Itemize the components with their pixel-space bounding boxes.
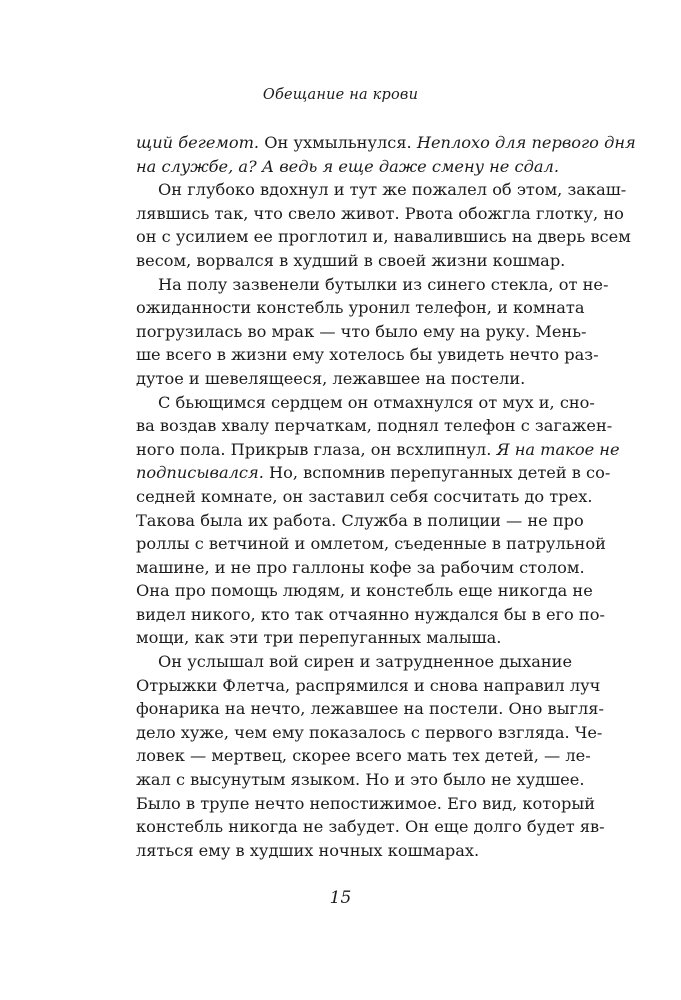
text-line <box>136 131 636 155</box>
paragraph-first-line <box>136 273 609 297</box>
text-run: ва воздав хвалу перчаткам, поднял телефон с загажен- <box>136 416 613 436</box>
text-line <box>136 249 566 273</box>
body-text <box>136 131 636 862</box>
text-run: Такова была их работа. Служба в полиции — не про <box>136 510 584 530</box>
text-run: мощи, как эти три перепуганных малыша. <box>136 628 502 648</box>
text-line <box>136 532 606 556</box>
text-run: машине, и не про галлоны кофе за рабочим столом. <box>136 557 585 577</box>
text-line <box>136 697 604 721</box>
text-run: ловек — мертвец, скорее всего мать тех детей, — ле- <box>136 746 591 766</box>
text-run: ше всего в жизни ему хотелось бы увидеть нечто раз- <box>136 345 599 365</box>
text-line <box>136 343 599 367</box>
text-run: Но, вспомнив перепуганных детей в со- <box>263 463 611 483</box>
paragraph-first-line <box>136 391 595 415</box>
text-line <box>136 768 585 792</box>
italic-text: на службе, а? А ведь я еще даже смену не сдал. <box>136 156 559 176</box>
text-run: Было в трупе нечто непостижимое. Его вид, который <box>136 793 596 813</box>
text-line <box>136 367 558 391</box>
text-run: дело хуже, чем ему показалось с первого взгляда. Че- <box>136 722 603 742</box>
page-number: 15 <box>329 888 352 908</box>
text-line <box>136 202 624 226</box>
paragraph-first-line <box>136 650 573 674</box>
text-run: он с усилием ее проглотил и, навалившись на дверь всем <box>136 227 631 247</box>
paragraph-first-line <box>136 178 627 202</box>
text-run: ожиданности констебль уронил телефон, и комната <box>136 298 585 318</box>
text-run: Он ухмыльнулся. <box>259 133 417 152</box>
text-run: роллы с ветчиной и омлетом, съеденные в патрульной <box>136 534 606 554</box>
text-run: Он глубоко вдохнул и тут же пожалел об этом, закаш- <box>158 180 627 200</box>
text-line <box>136 792 596 816</box>
text-run: ного пола. Прикрыв глаза, он всхлипнул. <box>136 439 497 459</box>
text-run: седней комнате, он заставил себя сосчитать до трех. <box>136 486 593 506</box>
text-run: видел никого, кто так отчаянно нуждался бы в его по- <box>136 604 605 624</box>
text-line <box>136 626 558 650</box>
text-run: Отрыжки Флетча, распрямился и снова направил луч <box>136 675 601 695</box>
text-line <box>136 815 605 839</box>
text-run: лявшись так, что свело живот. Рвота обожгла глотку, но <box>136 203 624 223</box>
text-run: На полу зазвенели бутылки из синего стекла, от не- <box>158 274 609 294</box>
text-run: дутое и шевелящееся, лежавшее на постели. <box>136 368 526 388</box>
text-line <box>136 744 591 768</box>
italic-text: Я на такое не <box>496 439 620 459</box>
text-line <box>136 414 613 438</box>
text-line <box>136 556 585 580</box>
text-line <box>136 296 585 320</box>
text-run: жал с высунутым языком. Но и это было не худшее. <box>136 770 585 790</box>
text-run: С бьющимся сердцем он отмахнулся от мух и, сно- <box>158 392 595 412</box>
italic-text: Неплохо для первого дня <box>416 133 636 152</box>
text-line <box>136 225 631 249</box>
text-run: констебль никогда не забудет. Он еще долго будет яв- <box>136 817 605 837</box>
text-run: ляться ему в худших ночных кошмарах. <box>136 840 480 860</box>
text-line <box>136 461 611 485</box>
text-run: фонарика на нечто, лежавшее на постели. Оно выгля- <box>136 699 604 719</box>
text-line <box>136 485 593 509</box>
running-head: Обещание на крови <box>262 87 419 103</box>
text-line <box>136 603 605 627</box>
italic-text: подписывался. <box>136 463 264 483</box>
text-line <box>136 509 584 533</box>
text-run: Он услышал вой сирен и затрудненное дыхание <box>158 652 573 672</box>
text-run: Она про помощь людям, и констебль еще никогда не <box>136 581 593 601</box>
text-line <box>136 839 558 863</box>
italic-text: щий бегемот. <box>136 133 260 152</box>
text-line <box>136 438 620 462</box>
text-line <box>136 320 587 344</box>
text-line <box>136 579 593 603</box>
text-run: весом, ворвался в худший в своей жизни кошмар. <box>136 250 566 270</box>
text-line <box>136 155 558 179</box>
text-line <box>136 674 601 698</box>
text-run: погрузилась во мрак — что было ему на руку. Мень- <box>136 321 587 341</box>
text-line <box>136 721 603 745</box>
